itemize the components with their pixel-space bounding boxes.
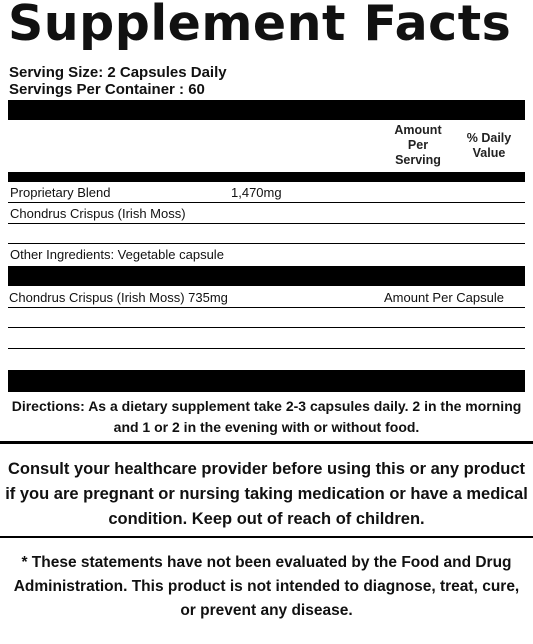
row-divider (8, 223, 525, 224)
row-divider (8, 327, 525, 328)
capsule-ingredient: Chondrus Crispus (Irish Moss) 735mg (9, 290, 228, 305)
proprietary-blend-amount: 1,470mg (231, 185, 282, 200)
warning-text: Consult your healthcare provider before using this or any product if you are pregnant or nursing taking medication or have a medical condition. Keep out of reach of children. (5, 460, 528, 528)
section-bar (8, 266, 525, 286)
footer-bar (8, 370, 525, 392)
section-separator (0, 441, 533, 444)
label-title: Supplement Facts (8, 0, 512, 52)
row-divider (8, 202, 525, 203)
amount-per-serving-header: Amount Per Serving (394, 123, 442, 167)
header-bar (8, 100, 525, 120)
directions-text: Directions: As a dietary supplement take 2-3 capsules daily. 2 in the morning and 1 or 2 in the evening with or without food. (11, 398, 522, 435)
other-ingredients: Other Ingredients: Vegetable capsule (10, 247, 224, 262)
row-divider (8, 243, 525, 244)
daily-value-header: % Daily Value (466, 131, 512, 160)
serving-size: Serving Size: 2 Capsules Daily (9, 64, 227, 81)
proprietary-blend-label: Proprietary Blend (10, 185, 111, 200)
amount-per-capsule: Amount Per Capsule (384, 290, 504, 305)
section-separator (0, 536, 533, 538)
row-divider (8, 348, 525, 349)
servings-per-container: Servings Per Container : 60 (9, 81, 205, 98)
thick-divider (8, 172, 525, 182)
ingredient-row: Chondrus Crispus (Irish Moss) (10, 206, 186, 221)
row-divider (8, 307, 525, 308)
fda-disclaimer: * These statements have not been evaluated by the Food and Drug Administration. This product is not intended to diagnose, treat, cure, or prevent any disease. (13, 554, 520, 619)
